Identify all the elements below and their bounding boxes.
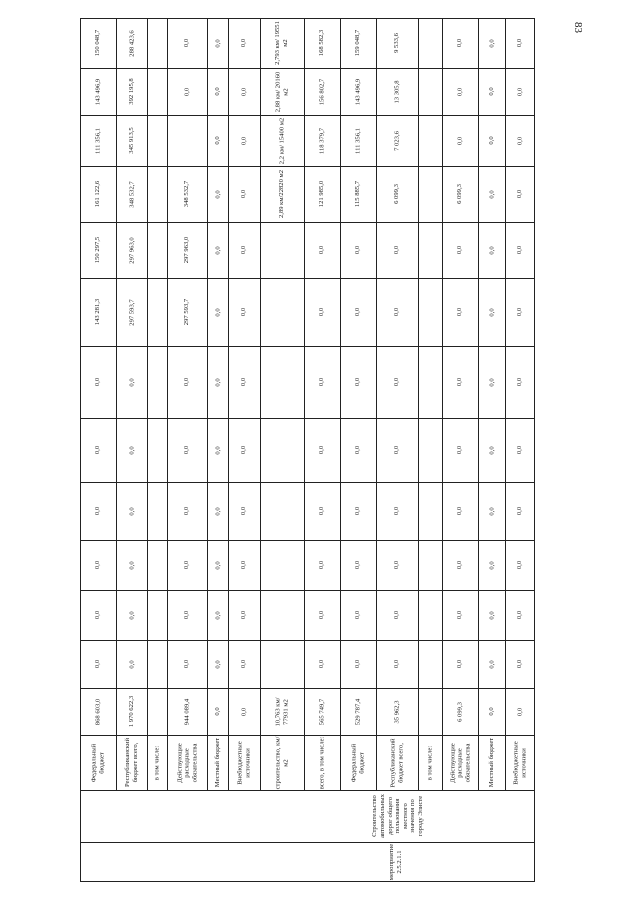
- row-value: 0,0: [393, 506, 401, 516]
- row-value: 2,88 км/ 20160 м2: [274, 71, 289, 112]
- row-source-label: Внебюджетные источники: [512, 740, 527, 785]
- program-name: Строительство автомобильных дорог общего пользования местного значения по городу Элисте: [371, 794, 424, 838]
- row-value: 0,0: [183, 506, 191, 516]
- row-value: 0,0: [318, 506, 326, 516]
- row-value: [418, 68, 442, 115]
- row-value: [418, 590, 442, 640]
- row-value: 0,0: [456, 87, 464, 96]
- row-value: [418, 540, 442, 590]
- program-code: мероприятие 2.5.2.1.1: [388, 843, 403, 881]
- row-value: 0,0: [516, 307, 524, 317]
- row-value: 0,0: [487, 707, 495, 716]
- row-value: 0,0: [94, 377, 102, 387]
- row-value: [418, 278, 442, 346]
- row-source-label: Действующие расходные обязательства: [175, 742, 198, 783]
- row-value: 0,0: [213, 560, 221, 570]
- row-value: 0,0: [213, 245, 221, 255]
- row-value: [147, 278, 167, 346]
- row-value: 0,0: [456, 245, 464, 255]
- row-value: 0,0: [456, 560, 464, 570]
- row-value: 297 963,0: [183, 236, 191, 264]
- row-value: 0,0: [354, 506, 362, 516]
- row-value: 0,0: [127, 445, 135, 455]
- row-value: 348 532,7: [127, 180, 135, 208]
- row-source-label: Внебюджетные источники: [236, 740, 251, 785]
- row-value: 0,0: [183, 87, 191, 96]
- row-value: [260, 278, 304, 346]
- row-value: 0,0: [393, 307, 401, 317]
- row-value: 1 970 622,3: [127, 695, 135, 728]
- row-value: 345 913,5: [127, 127, 135, 154]
- row-value: 7 023,6: [393, 130, 401, 151]
- row-value: 0,0: [516, 659, 524, 669]
- row-value: 0,0: [94, 659, 102, 669]
- row-value: 0,0: [354, 377, 362, 387]
- row-value: 0,0: [354, 610, 362, 620]
- row-value: 0,0: [516, 707, 524, 716]
- row-value: 0,0: [240, 136, 248, 145]
- row-value: 0,0: [318, 610, 326, 620]
- row-value: 0,0: [318, 245, 326, 255]
- row-source-label: Местный бюджет: [213, 737, 221, 788]
- row-value: 0,0: [516, 506, 524, 516]
- row-value: 0,0: [456, 659, 464, 669]
- row-value: 0,0: [127, 659, 135, 669]
- row-value: 0,0: [456, 38, 464, 48]
- row-value: 0,0: [183, 38, 191, 48]
- row-value: 0,0: [213, 506, 221, 516]
- row-value: 0,0: [487, 38, 495, 48]
- row-value: 0,0: [393, 245, 401, 255]
- row-value: 0,0: [487, 610, 495, 620]
- row-value: 0,0: [127, 610, 135, 620]
- row-value: 0,0: [516, 87, 524, 96]
- row-value: 0,0: [487, 506, 495, 516]
- row-value: 0,0: [183, 659, 191, 669]
- row-value: [147, 115, 167, 166]
- row-value: 0,0: [183, 377, 191, 387]
- row-value: 0,0: [213, 707, 221, 716]
- row-value: 0,0: [487, 307, 495, 317]
- row-value: 159 048,7: [354, 29, 362, 57]
- row-value: [260, 540, 304, 590]
- row-value: [260, 346, 304, 418]
- row-value: 6 099,3: [456, 184, 464, 204]
- row-value: 0,0: [318, 377, 326, 387]
- row-value: 0,0: [240, 377, 248, 387]
- row-value: 0,0: [94, 506, 102, 516]
- row-value: 0,0: [354, 560, 362, 570]
- row-value: 111 356,1: [94, 127, 102, 154]
- row-value: 0,0: [516, 245, 524, 255]
- row-value: 392 195,8: [127, 78, 135, 105]
- row-value: [147, 68, 167, 115]
- row-value: 0,0: [318, 659, 326, 669]
- row-value: 0,0: [213, 189, 221, 199]
- row-value: 0,0: [487, 87, 495, 96]
- row-value: 0,0: [487, 136, 495, 145]
- row-value: [418, 640, 442, 688]
- row-value: [147, 18, 167, 68]
- row-value: 0,0: [487, 445, 495, 455]
- row-value: 0,0: [393, 445, 401, 455]
- row-source-label: Местный бюджет: [487, 737, 495, 788]
- row-value: 0,0: [213, 377, 221, 387]
- row-source-label: всего, в том числе:: [318, 736, 326, 789]
- row-value: 0,0: [354, 307, 362, 317]
- row-value: 0,0: [240, 610, 248, 620]
- row-value: 143 496,9: [354, 78, 362, 105]
- row-value: 0,0: [213, 659, 221, 669]
- row-value: 0,0: [487, 560, 495, 570]
- row-value: 0,0: [456, 136, 464, 145]
- row-value: [260, 222, 304, 278]
- row-value: 0,0: [456, 610, 464, 620]
- row-value: 0,0: [487, 189, 495, 199]
- row-value: 0,0: [240, 38, 248, 48]
- row-value: 0,0: [240, 87, 248, 96]
- row-value: [418, 346, 442, 418]
- row-value: 288 423,6: [127, 29, 135, 57]
- row-value: [260, 590, 304, 640]
- row-value: 0,0: [354, 659, 362, 669]
- row-value: 111 356,1: [354, 127, 362, 154]
- row-value: 13 305,8: [393, 79, 401, 104]
- row-value: 297 593,7: [183, 298, 191, 326]
- row-value: [147, 418, 167, 482]
- row-source-label: строительство, км/м2: [274, 736, 289, 789]
- row-value: 0,0: [516, 38, 524, 48]
- row-value: [418, 222, 442, 278]
- row-value: 9 533,6: [393, 33, 401, 53]
- row-value: 0,0: [240, 445, 248, 455]
- row-source-label: Республиканский бюджет всего,: [123, 737, 139, 788]
- row-value: 0,0: [240, 659, 248, 669]
- row-value: [147, 688, 167, 735]
- row-value: 0,0: [183, 445, 191, 455]
- row-value: 0,0: [516, 610, 524, 620]
- row-value: [147, 222, 167, 278]
- row-value: 0,0: [516, 445, 524, 455]
- row-value: [260, 640, 304, 688]
- row-value: 10,763 км/ 77931 м2: [274, 697, 289, 726]
- row-value: 0,0: [240, 707, 248, 716]
- row-value: 0,0: [127, 506, 135, 516]
- row-value: [147, 166, 167, 222]
- row-value: 0,0: [213, 610, 221, 620]
- row-value: 6 099,3: [456, 701, 464, 722]
- row-value: 143 281,3: [94, 298, 102, 326]
- row-value: 143 496,9: [94, 78, 102, 105]
- row-value: [147, 640, 167, 688]
- row-value: 297 963,0: [127, 236, 135, 264]
- row-value: [418, 482, 442, 540]
- row-value: 0,0: [393, 659, 401, 669]
- row-value: 0,0: [393, 560, 401, 570]
- row-value: [260, 482, 304, 540]
- row-value: [418, 115, 442, 166]
- row-value: 0,0: [354, 245, 362, 255]
- row-value: [418, 18, 442, 68]
- row-value: 156 802,7: [318, 78, 326, 105]
- row-value: 0,0: [240, 245, 248, 255]
- row-value: 565 749,7: [318, 698, 326, 725]
- row-value: 0,0: [487, 659, 495, 669]
- row-value: 348 532,7: [183, 180, 191, 208]
- row-value: 0,0: [516, 136, 524, 145]
- row-value: 35 962,3: [393, 699, 401, 724]
- row-value: 0,0: [487, 245, 495, 255]
- row-value: 0,0: [127, 377, 135, 387]
- row-value: 0,0: [127, 560, 135, 570]
- row-value: 0,0: [393, 610, 401, 620]
- row-value: 0,0: [318, 307, 326, 317]
- row-value: 118 379,7: [318, 127, 326, 154]
- row-value: 0,0: [393, 377, 401, 387]
- row-source-label: в том числе:: [153, 745, 161, 780]
- row-value: 0,0: [183, 610, 191, 620]
- row-value: [418, 688, 442, 735]
- row-value: [147, 540, 167, 590]
- row-value: 6 099,3: [393, 184, 401, 204]
- row-value: 0,0: [240, 189, 248, 199]
- row-value: 161 122,6: [94, 180, 102, 208]
- row-value: 0,0: [456, 307, 464, 317]
- row-value: 297 593,7: [127, 298, 135, 326]
- row-value: 0,0: [213, 38, 221, 48]
- row-value: 0,0: [516, 377, 524, 387]
- row-value: 150 297,5: [94, 236, 102, 264]
- row-value: 0,0: [487, 377, 495, 387]
- row-value: 0,0: [213, 445, 221, 455]
- row-source-label: Республиканский бюджет всего,: [389, 737, 404, 788]
- row-value: 121 985,0: [318, 180, 326, 208]
- row-value: 2,2 км/ 15400 м2: [278, 117, 286, 164]
- row-value: 0,0: [213, 87, 221, 96]
- row-value: 529 787,4: [354, 698, 362, 725]
- row-value: [147, 590, 167, 640]
- page-number: 83: [572, 22, 584, 33]
- row-value: 150 048,7: [94, 29, 102, 57]
- row-value: 944 089,4: [183, 698, 191, 725]
- row-value: 0,0: [354, 445, 362, 455]
- row-value: 0,0: [183, 560, 191, 570]
- row-value: 0,0: [213, 136, 221, 145]
- row-value: [260, 418, 304, 482]
- row-value: 0,0: [456, 377, 464, 387]
- name-column: [80, 790, 535, 842]
- row-value: 0,0: [240, 307, 248, 317]
- row-value: 0,0: [456, 506, 464, 516]
- row-source-label: Действующие расходные обязательства: [448, 742, 471, 783]
- row-value: 168 582,3: [318, 29, 326, 57]
- row-value: [167, 115, 207, 166]
- row-value: 0,0: [516, 189, 524, 199]
- row-value: 2,89 км/22820 м2: [278, 170, 286, 218]
- row-value: 0,0: [318, 560, 326, 570]
- row-source-label: Федеральный бюджет: [90, 743, 105, 782]
- row-value: 0,0: [94, 560, 102, 570]
- row-value: 0,0: [213, 307, 221, 317]
- row-value: 2,793 км/ 19551 м2: [274, 21, 289, 65]
- row-source-label: Федеральный бюджет: [350, 743, 365, 782]
- row-value: 0,0: [318, 445, 326, 455]
- row-value: 0,0: [516, 560, 524, 570]
- row-value: 0,0: [240, 506, 248, 516]
- code-column: [80, 842, 535, 882]
- row-value: [418, 418, 442, 482]
- row-value: [147, 482, 167, 540]
- row-value: 868 603,0: [94, 698, 102, 725]
- row-value: 0,0: [240, 560, 248, 570]
- row-value: 0,0: [94, 445, 102, 455]
- row-source-label: в том числе:: [426, 745, 434, 780]
- row-value: 115 885,7: [354, 180, 362, 208]
- row-value: [147, 346, 167, 418]
- row-value: 0,0: [94, 610, 102, 620]
- row-value: 0,0: [456, 445, 464, 455]
- row-value: [418, 166, 442, 222]
